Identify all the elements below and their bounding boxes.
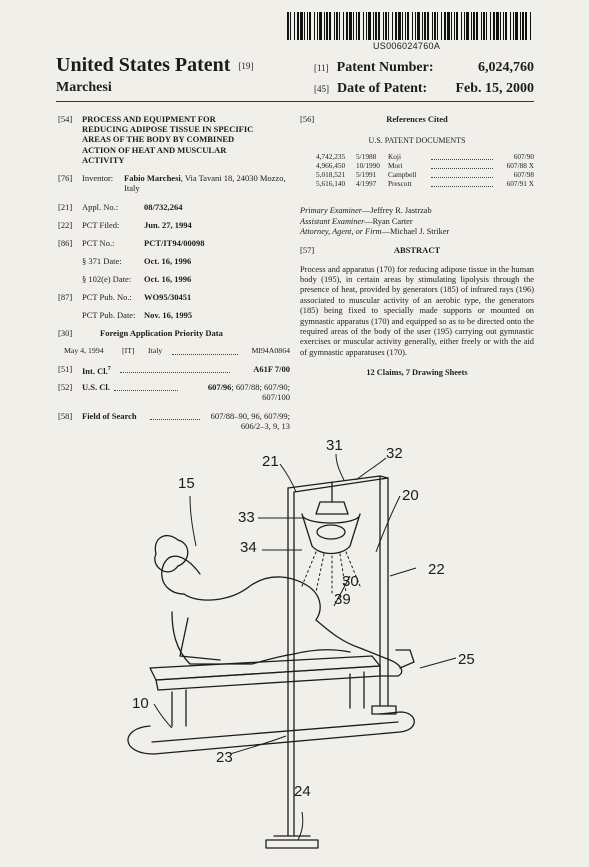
base-plate: [266, 840, 318, 848]
reference-row: [316, 161, 534, 170]
s102-field: § 102(e) Date: Oct. 16, 1996: [82, 274, 192, 284]
barcode-bar: [407, 12, 409, 40]
patent-number: 6,024,760: [478, 60, 534, 75]
claims-count: 12 Claims, 7 Drawing Sheets: [366, 368, 468, 378]
pct-no-field: [86] PCT No.: PCT/IT94/00098: [58, 238, 205, 248]
barcode-bar: [309, 12, 311, 40]
barcode-bar: [385, 12, 387, 40]
barcode-bar: [405, 12, 406, 40]
barcode-bar: [314, 12, 315, 40]
barcode-bar: [346, 12, 348, 40]
reference-class: 607/90: [513, 152, 534, 162]
barcode-bar: [422, 12, 423, 40]
patent-date-line: [45] Date of Patent: Feb. 15, 2000: [314, 81, 534, 96]
barcode-bar: [412, 12, 413, 40]
barcode-bar: [368, 12, 371, 40]
reference-number-33: 33: [238, 509, 255, 526]
barcode-bar: [415, 12, 416, 40]
barcode-bar: [513, 12, 514, 40]
user-hair: [162, 556, 200, 594]
us-cl-field: [52] U.S. Cl. 607/96; 607/88; 607/90; 607/100: [58, 382, 290, 403]
reference-number-30: 30: [342, 573, 359, 590]
barcode-bar: [503, 12, 504, 40]
reference-number-39: 39: [334, 591, 351, 608]
pct-pub-date-field: PCT Pub. Date: Nov. 16, 1995: [82, 310, 193, 320]
barcode-bar: [432, 12, 433, 40]
barcode-bar: [444, 12, 446, 40]
user-back: [184, 577, 320, 620]
barcode-bar: [522, 12, 524, 40]
reference-row: [316, 179, 534, 188]
patent-date: Feb. 15, 2000: [455, 81, 534, 96]
reference-number: 5,018,521: [316, 170, 346, 180]
barcode-bar: [486, 12, 487, 40]
barcode-bar: [378, 12, 380, 40]
priority-title-field: [30] Foreign Application Priority Data: [58, 328, 223, 338]
barcode-bar: [473, 12, 475, 40]
barcode-bar: [466, 12, 469, 40]
support-pole-right: [380, 476, 388, 706]
barcode-bar: [366, 12, 367, 40]
abstract-text: Process and apparatus (170) for reducing adipose tissue in the human body (195), in certain areas by stimulating lipolysis through the presence of heat, provided by generators (185) of infrared rays (196) associated to muscular activity of an aerobic type, the generators (185) being fixed to specially made supports or mounted on gymnastic apparatus (170) and equipped so as to be directed onto the required areas of the body of the user (195) carrying out gymnastic exercises or muscular activity generally, either freely or with the aid of gymnastic apparatuses (170).: [300, 264, 534, 357]
reference-number-25: 25: [458, 651, 475, 668]
header-divider: [56, 101, 534, 102]
barcode-bar: [481, 12, 482, 40]
abstract-heading: [57] ABSTRACT: [300, 244, 441, 255]
patent-title: United States Patent [19]: [56, 54, 254, 76]
barcode: [287, 12, 531, 40]
barcode-bar: [388, 12, 389, 40]
barcode-bar: [454, 12, 455, 40]
barcode-bar: [329, 12, 331, 40]
barcode-bar: [417, 12, 420, 40]
barcode-bar: [336, 12, 338, 40]
reference-number-22: 22: [428, 561, 445, 578]
barcode-bar: [297, 12, 299, 40]
reference-name: Koji: [388, 152, 401, 162]
barcode-bar: [294, 12, 295, 40]
barcode-bar: [324, 12, 325, 40]
references-heading: [56] References Cited: [300, 114, 448, 124]
barcode-bar: [520, 12, 521, 40]
barcode-bar: [496, 12, 499, 40]
infrared-lamp: [302, 514, 360, 554]
drawing-reference-numbers: [132, 437, 475, 800]
barcode-bar: [375, 12, 377, 40]
barcode-bar: [451, 12, 452, 40]
barcode-bar: [483, 12, 485, 40]
barcode-bar: [461, 12, 462, 40]
int-cl-field: [51] Int. Cl.$^7$ A61F 7/00: [58, 364, 290, 376]
barcode-bar: [476, 12, 478, 40]
reference-number-34: 34: [240, 539, 257, 556]
s371-field: § 371 Date: Oct. 16, 1996: [82, 256, 192, 266]
barcode-bar: [334, 12, 335, 40]
field-of-search: [58] Field of Search 607/88–90, 96, 607/99; 606/2–3, 9, 13: [58, 411, 290, 432]
barcode-bar: [319, 12, 322, 40]
barcode-bar: [515, 12, 518, 40]
reference-number: 4,742,235: [316, 152, 346, 162]
barcode-number: US006024760A: [373, 41, 441, 51]
barcode-bar: [447, 12, 450, 40]
reference-date: 10/1990: [356, 161, 380, 171]
barcode-bar: [326, 12, 328, 40]
reference-class: 607/91 X: [506, 179, 534, 189]
reference-date: 5/1991: [356, 170, 377, 180]
reference-name: Campbell: [388, 170, 417, 180]
barcode-bar: [363, 12, 364, 40]
barcode-bar: [307, 12, 308, 40]
barcode-bar: [373, 12, 374, 40]
barcode-bar: [493, 12, 495, 40]
priority-data-row: May 4, 1994 [IT] Italy MI94A0864: [64, 346, 290, 355]
barcode-bar: [500, 12, 501, 40]
barcode-bar: [392, 12, 393, 40]
support-top-bar: [288, 476, 388, 492]
barcode-bar: [287, 12, 289, 40]
barcode-bar: [464, 12, 465, 40]
reference-number-31: 31: [326, 437, 343, 454]
references-table: [316, 152, 534, 188]
barcode-bar: [434, 12, 436, 40]
inventor-field: [76] Inventor: Fabio Marchesi, Via Tavani 18, 24030 Mozzo, Italy: [58, 173, 286, 194]
bibliographic-column: [58, 114, 290, 440]
barcode-bar: [490, 12, 491, 40]
barcode-bar: [317, 12, 318, 40]
barcode-bar: [441, 12, 442, 40]
barcode-bar: [424, 12, 426, 40]
reference-number: 4,966,450: [316, 161, 346, 171]
inventor-surname: Marchesi: [56, 80, 112, 95]
barcode-bar: [402, 12, 403, 40]
reference-class: 607/98: [513, 170, 534, 180]
lamp-holder: [316, 502, 348, 514]
barcode-bar: [290, 12, 291, 40]
reference-date: 4/1997: [356, 179, 377, 189]
barcode-bar: [456, 12, 458, 40]
barcode-bar: [398, 12, 401, 40]
reference-number-23: 23: [216, 749, 233, 766]
barcode-bar: [530, 12, 531, 40]
invention-title-field: [54] PROCESS AND EQUIPMENT FOR REDUCING ADIPOSE TISSUE IN SPECIFIC AREAS OF THE BODY BY COMBINED ACTION OF HEAT AND MUSCULAR ACTIVITY: [58, 114, 254, 165]
reference-number-10: 10: [132, 695, 149, 712]
reference-number-15: 15: [178, 475, 195, 492]
reference-number-32: 32: [386, 445, 403, 462]
reference-number-21: 21: [262, 453, 279, 470]
barcode-bar: [358, 12, 360, 40]
references-abstract-column: [300, 114, 534, 379]
reference-number-24: 24: [294, 783, 311, 800]
reference-number: 5,616,140: [316, 179, 346, 189]
examiners: Primary Examiner—Jeffrey R. Jastrzab Assistant Examiner—Ryan Carter Attorney, Agent, or Firm—Michael J. Striker: [300, 206, 450, 237]
pct-filed-field: [22] PCT Filed: Jun. 27, 1994: [58, 220, 192, 230]
appl-no-field: [21] Appl. No.: 08/732,264: [58, 202, 183, 212]
barcode-bar: [383, 12, 384, 40]
barcode-bar: [353, 12, 354, 40]
reference-name: Mori: [388, 161, 403, 171]
barcode-bar: [300, 12, 303, 40]
barcode-bar: [505, 12, 507, 40]
us-patent-documents-heading: U.S. PATENT DOCUMENTS: [368, 136, 466, 145]
barcode-bar: [471, 12, 472, 40]
bench-runner: [128, 712, 414, 754]
barcode-bar: [343, 12, 344, 40]
barcode-bar: [349, 12, 352, 40]
reference-class: 607/88 X: [506, 161, 534, 171]
barcode-bar: [395, 12, 397, 40]
reference-row: [316, 170, 534, 179]
barcode-bar: [437, 12, 438, 40]
barcode-bar: [356, 12, 357, 40]
reference-row: [316, 152, 534, 161]
reference-name: Prescott: [388, 179, 412, 189]
barcode-bar: [339, 12, 340, 40]
pct-pub-no-field: [87] PCT Pub. No.: WO95/30451: [58, 292, 192, 302]
patent-drawing: [80, 436, 500, 856]
barcode-bar: [427, 12, 429, 40]
reference-date: 5/1988: [356, 152, 377, 162]
barcode-bar: [525, 12, 527, 40]
barcode-bar: [510, 12, 511, 40]
patent-number-line: [11] Patent Number: 6,024,760: [314, 60, 534, 75]
barcode-bar: [304, 12, 305, 40]
reference-number-20: 20: [402, 487, 419, 504]
